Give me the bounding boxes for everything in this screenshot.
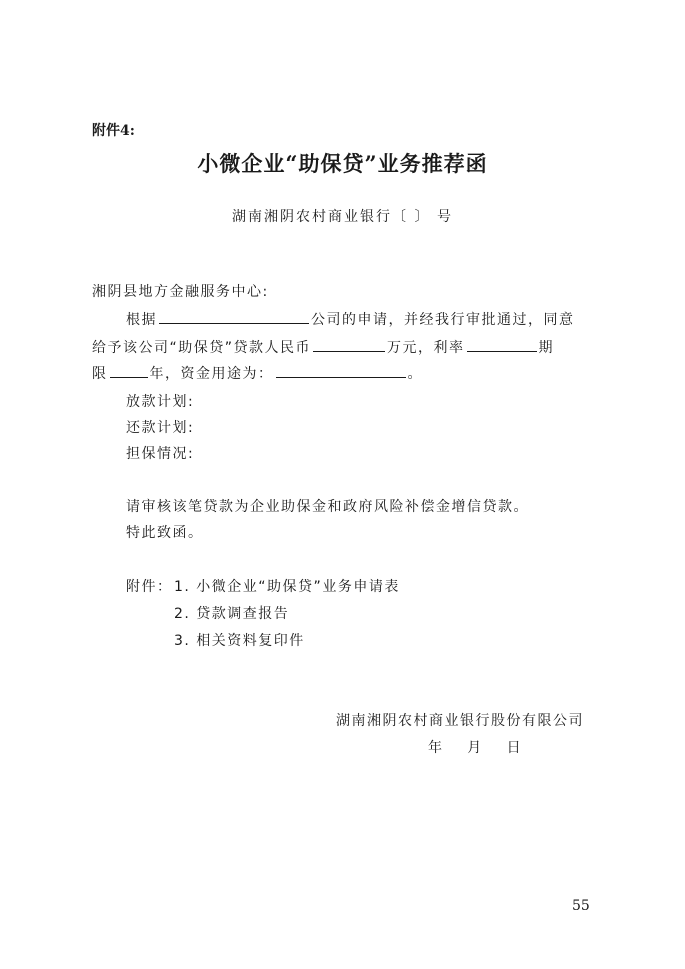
text-term: 限 bbox=[92, 366, 108, 382]
closing-remark: 特此致函。 bbox=[126, 525, 204, 541]
loan-amount-blank bbox=[313, 337, 385, 352]
addressee: 湘阴县地方金融服务中心: bbox=[92, 284, 269, 300]
text-years-purpose: 年，资金用途为： bbox=[149, 366, 274, 382]
text-period: 。 bbox=[407, 366, 423, 382]
reference-number-line: 湖南湘阴农村商业银行〔 〕 号 bbox=[232, 209, 453, 225]
page-title: 小微企业“助保贷”业务推荐函 bbox=[197, 151, 488, 176]
signature-date: 年 月 日 bbox=[428, 740, 523, 756]
page-number: 55 bbox=[572, 898, 590, 914]
attachments-label: 附件： bbox=[126, 579, 173, 595]
loan-plan-label: 放款计划: bbox=[126, 394, 195, 410]
fund-purpose-blank bbox=[276, 363, 406, 378]
paragraph-line-1 bbox=[126, 309, 575, 329]
paragraph-line-2 bbox=[92, 337, 554, 357]
text-wan-interest: 万元，利率 bbox=[387, 340, 465, 356]
interest-rate-blank bbox=[467, 337, 537, 352]
guarantee-label: 担保情况: bbox=[126, 446, 195, 462]
attachment-item: 2. 贷款调查报告 bbox=[174, 606, 290, 622]
attachment-item: 1. 小微企业“助保贷”业务申请表 bbox=[174, 579, 400, 595]
text-company-application: 公司的申请，并经我行审批通过，同意 bbox=[311, 312, 575, 328]
attachment-item: 3. 相关资料复印件 bbox=[174, 633, 305, 649]
term-years-blank bbox=[110, 363, 148, 378]
company-name-blank bbox=[159, 309, 309, 324]
review-request: 请审核该笔贷款为企业助保金和政府风险补偿金增信贷款。 bbox=[126, 499, 529, 515]
attachment-label: 附件4: bbox=[92, 123, 135, 139]
text-term-start: 期 bbox=[538, 340, 555, 356]
paragraph-line-3 bbox=[92, 363, 423, 383]
text-according: 根据 bbox=[126, 312, 157, 328]
text-grant-loan: 给予该公司“助保贷”贷款人民币 bbox=[92, 340, 312, 356]
signature-organization: 湖南湘阴农村商业银行股份有限公司 bbox=[336, 713, 584, 729]
repayment-plan-label: 还款计划: bbox=[126, 420, 195, 436]
